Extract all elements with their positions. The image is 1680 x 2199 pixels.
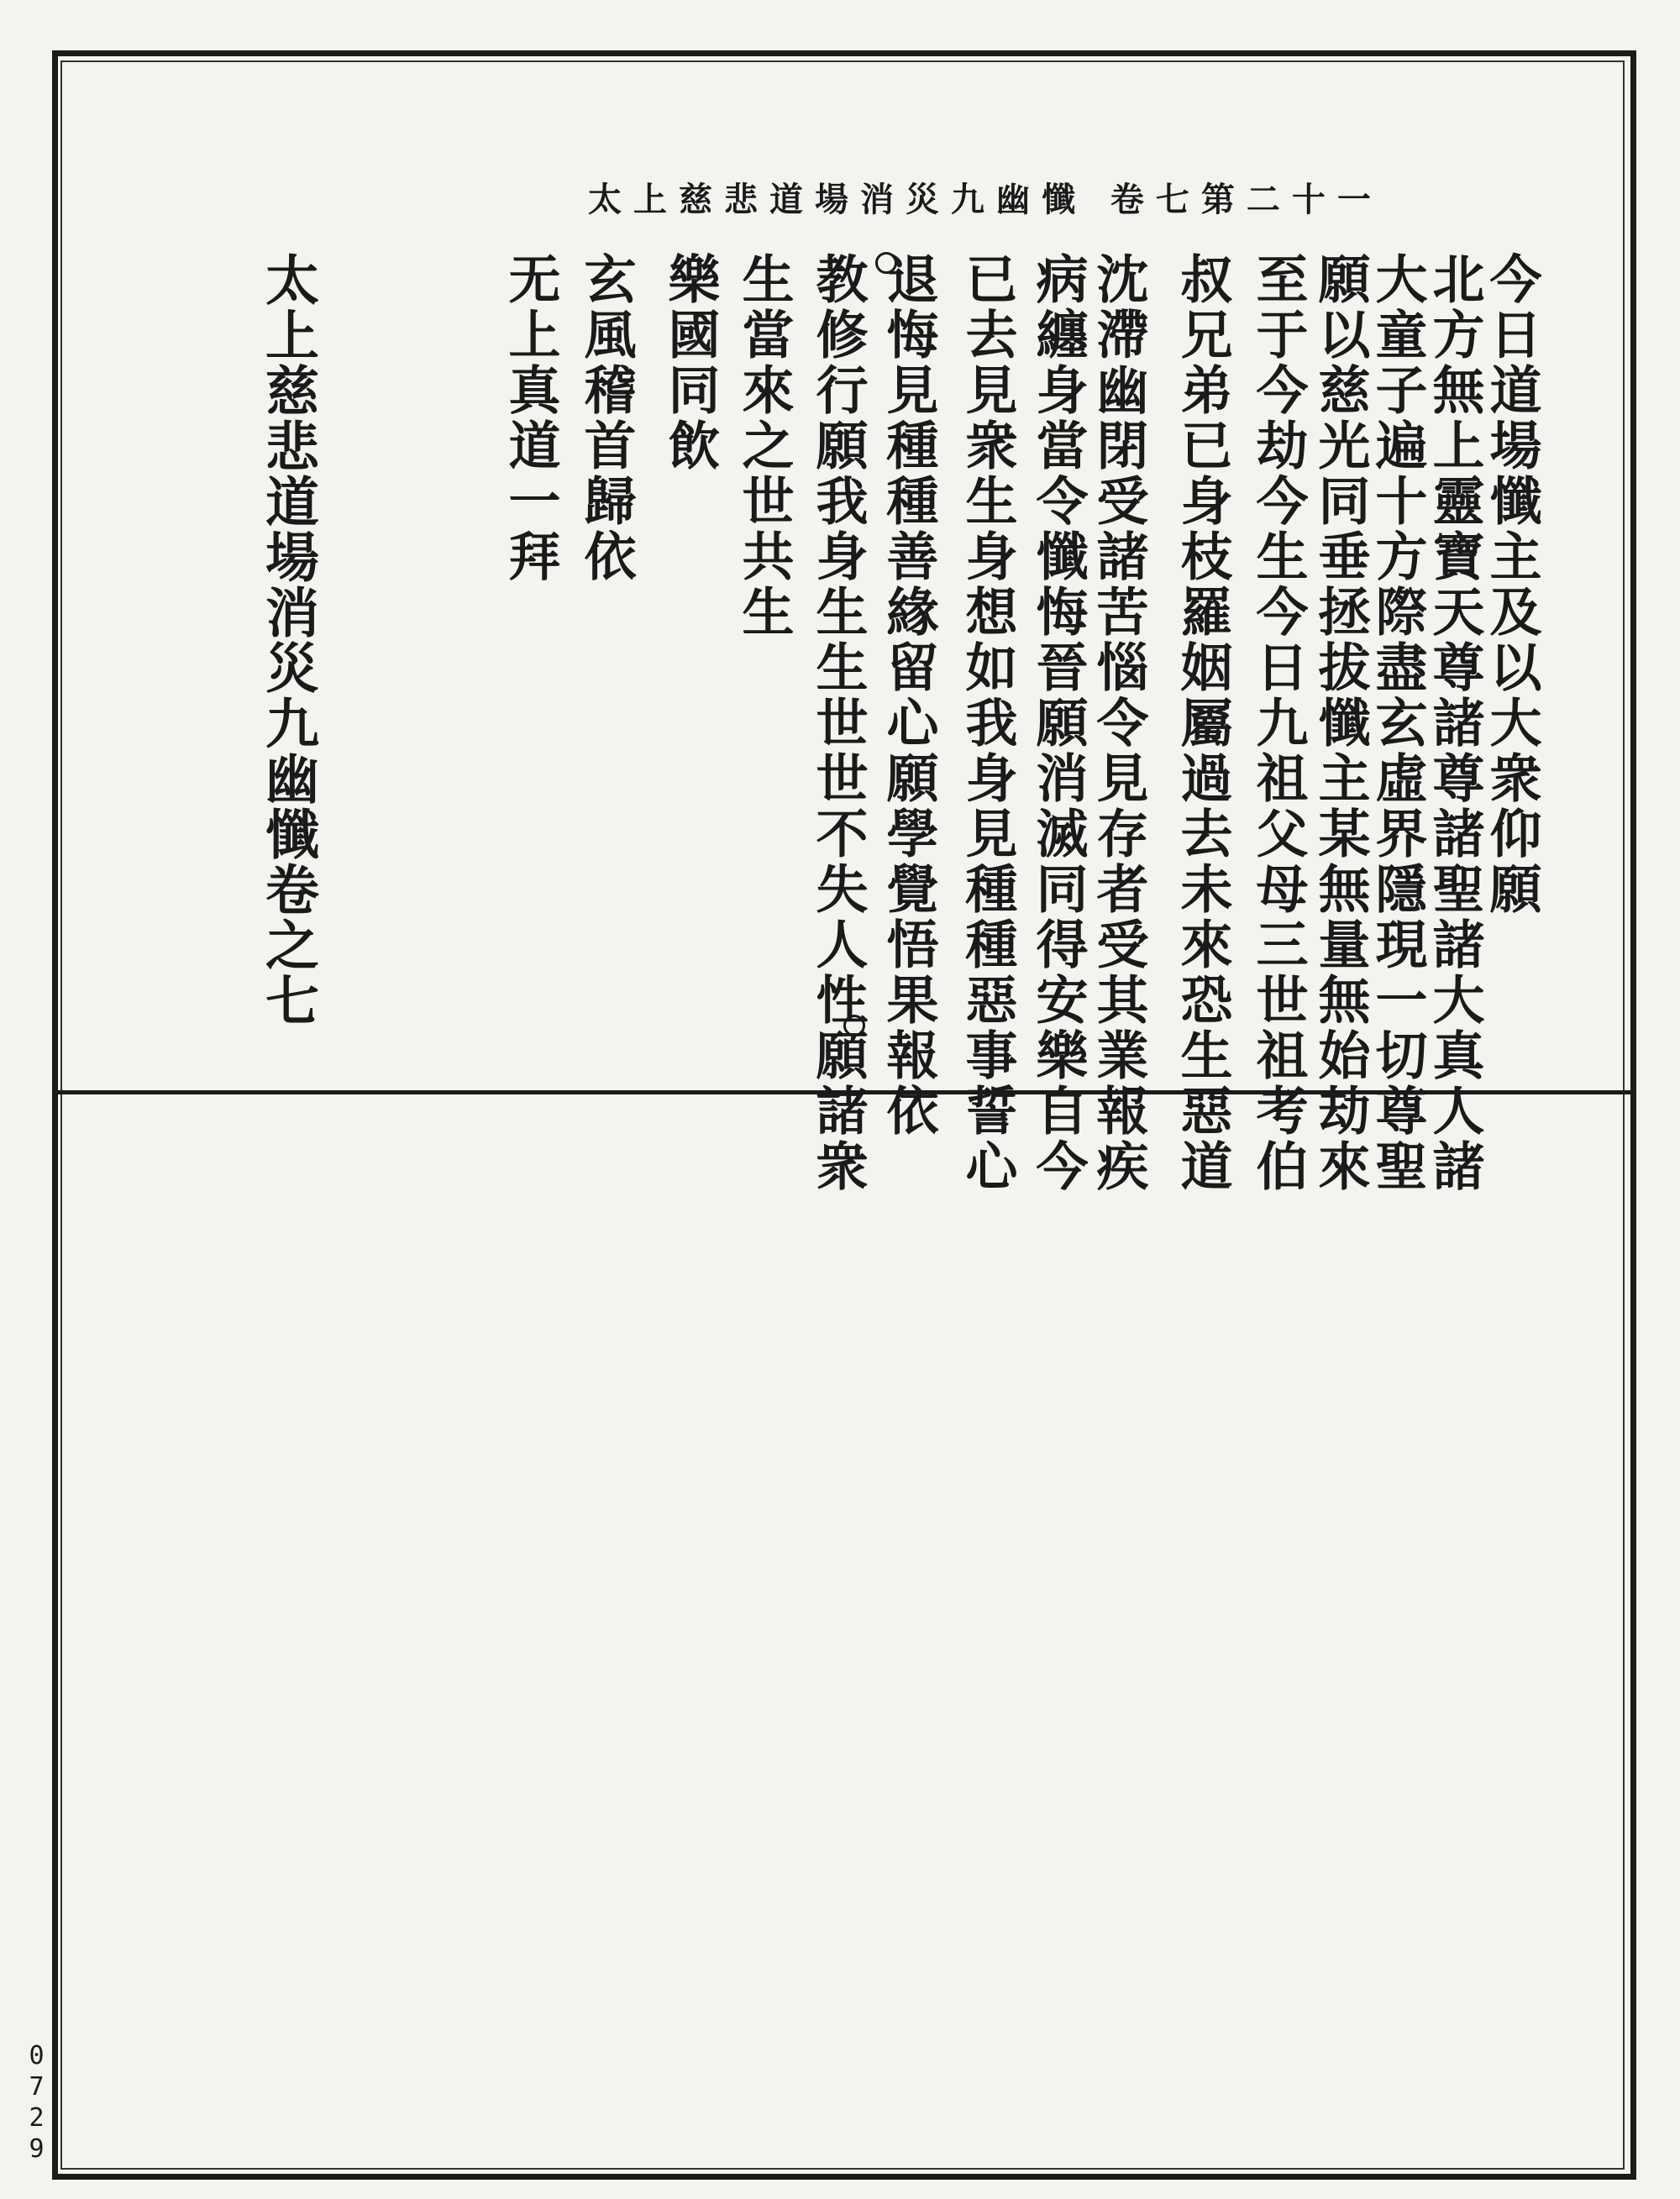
text-column-10: 退悔見種種善緣留心願學覺悟果報依 xyxy=(878,252,939,1139)
text-column-5: 至于今劫今生今日九祖父母三世祖考伯 xyxy=(1247,252,1309,1194)
circle-mark-1 xyxy=(843,1015,865,1037)
text-column-14: 玄風稽首歸依 xyxy=(575,252,637,585)
volume-title: 太上慈悲道場消災九幽懺卷之七 xyxy=(256,252,319,1028)
text-column-1: 今日道場懺主及以大衆仰願 xyxy=(1481,252,1542,917)
text-column-15: 无上真道一拜 xyxy=(500,252,561,585)
running-header: 太上慈悲道場消災九幽懺 卷七第二十一 xyxy=(588,180,1383,219)
text-column-9: 已去見衆生身想如我身見種種惡事誓心 xyxy=(957,252,1018,1194)
text-column-2: 北方無上靈寶天尊諸尊諸聖諸大真人諸 xyxy=(1424,252,1485,1194)
text-column-11: 教修行願我身生生世世不失人性願諸衆 xyxy=(807,252,869,1194)
text-column-6: 叔兄弟已身枝羅姻屬過去未來恐生惡道 xyxy=(1172,252,1233,1194)
text-column-12: 生當來之世共生 xyxy=(733,252,795,640)
page-number: 0729 xyxy=(22,2041,51,2165)
text-column-3: 大童子遍十方際盡玄虛界隱現一切尊聖 xyxy=(1367,252,1428,1194)
text-column-13: 樂國同飲 xyxy=(659,252,721,474)
circle-mark-2 xyxy=(875,252,897,274)
text-column-7: 沈滯幽閉受諸苦惱令見存者受其業報疾 xyxy=(1088,252,1149,1194)
text-column-4: 願以慈光同垂拯拔懺主某無量無始劫來 xyxy=(1310,252,1371,1194)
text-column-8: 病纏身當令懺悔晉願消滅同得安樂自今 xyxy=(1027,252,1089,1194)
